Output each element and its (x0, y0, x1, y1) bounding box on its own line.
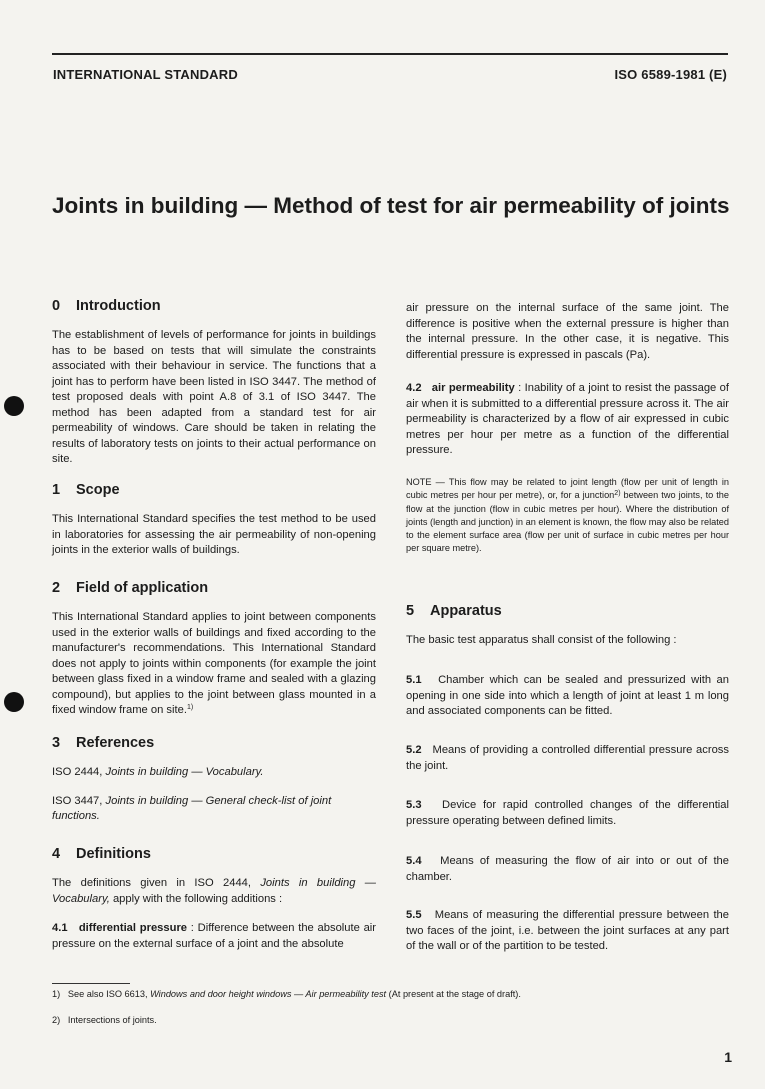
definitions-intro-text: The definitions given in ISO 2444, (52, 877, 261, 889)
section-field-of-application (52, 580, 376, 719)
definition-4-1-continued: air pressure on the internal surface of the same joint. The difference is positive when the external pressure is higher than the internal pressure. In the other case, it is negative. This differential pressure is expressed in pascals (Pa). (406, 302, 729, 361)
note-text-tail: between two joints, to the flow at the junction (flow in cubic metres per hour). Where the distribution of joints (length and junction) in an element is known, the flow may also be related to the element surface area (flow per unit of surface in cubic metres per hour per square metre). (406, 490, 729, 554)
footnote-ref-2: 2) (614, 490, 621, 498)
definition-note (406, 476, 729, 556)
definition-4-1 (52, 921, 376, 952)
header-standard-number: ISO 6589-1981 (E) (614, 67, 727, 82)
section-number: 5 (406, 603, 415, 619)
section-introduction (52, 298, 376, 468)
section-references (52, 735, 376, 825)
apparatus-item-5-2 (406, 743, 729, 774)
apparatus-text: Means of measuring the differential pressure between the two faces of the joint, i.e. between the joint surfaces at any part of the wall or of the partition to be tested. (406, 909, 729, 952)
defined-term: differential pressure (78, 922, 188, 934)
apparatus-item-5-3 (406, 798, 729, 829)
section-number: 1 (52, 482, 61, 498)
section-heading (52, 580, 376, 596)
section-title: Introduction (76, 298, 161, 314)
clause-number: 5.4 (406, 855, 422, 867)
apparatus-text: Means of providing a controlled differential pressure across the joint. (406, 744, 729, 772)
footnote-1 (52, 989, 521, 999)
footnote-number: 2) (52, 1015, 61, 1025)
header-standard-type: INTERNATIONAL STANDARD (53, 67, 238, 82)
section-heading (52, 846, 376, 862)
apparatus-item-5-1 (406, 673, 729, 720)
reference-iso-3447 (52, 794, 376, 825)
section-heading (52, 482, 376, 498)
apparatus-text: Means of measuring the flow of air into or out of the chamber. (406, 855, 730, 883)
section-title: Apparatus (430, 603, 502, 619)
footnote-text: See also ISO 6613, (67, 989, 151, 999)
field-text: This International Standard applies to joint between components used in the exterior walls of buildings and fixed according to the manufacturer's recommendations. This International Standard does not apply to joints within components (for example the joint between glass fixed in a window frame and sealed with a glazing compound), but applies to the joint between glass mounted in a fixed window frame on site. (52, 611, 376, 716)
footnote-title: Windows and door height windows — Air permeability test (150, 989, 387, 999)
footnote-ref-1: 1) (186, 704, 194, 711)
definitions-intro-tail: apply with the following additions : (109, 892, 283, 905)
reference-title: Joints in building — Vocabulary. (105, 766, 264, 778)
section-apparatus (406, 603, 729, 649)
section-scope (52, 482, 376, 559)
clause-number: 5.5 (406, 909, 422, 921)
definition-text: : Difference between the absolute air pressure on the external surface of a joint and the absolute (52, 922, 377, 950)
definition-text: : Inability of a joint to resist the passage of air when it is submitted to a differential pressure across it. The air permeability is characterized by a flow of air expressed in cubic metres per hour per metre as a function of the differential pressure. (406, 382, 730, 456)
apparatus-text: Chamber which can be sealed and pressurized with an opening in one side into which a length of joint at least 1 m long and associated components can be fitted. (406, 674, 729, 717)
apparatus-text: Device for rapid controlled changes of the differential pressure operating between defined limits. (406, 799, 729, 827)
apparatus-intro: The basic test apparatus shall consist of the following : (406, 634, 677, 646)
section-title: References (76, 735, 155, 751)
section-number: 0 (52, 298, 61, 314)
clause-number: 4.2 (406, 382, 422, 394)
clause-number: 4.1 (52, 922, 68, 934)
document-title: Joints in building — Method of test for air permeability of joints (52, 193, 730, 218)
reference-code: ISO 3447, (52, 794, 106, 807)
section-title: Definitions (76, 846, 151, 862)
punch-hole-top (4, 396, 24, 416)
section-title: Field of application (76, 580, 209, 596)
section-number: 3 (52, 735, 61, 751)
reference-iso-2444 (52, 765, 376, 781)
page-number: 1 (724, 1049, 732, 1065)
definitions-intro-title: Joints in building — Vocabulary, (52, 877, 376, 905)
section-title: Scope (76, 482, 120, 498)
defined-term: air permeability (431, 382, 515, 394)
apparatus-item-5-5 (406, 908, 729, 955)
clause-number: 5.1 (406, 674, 422, 686)
section-number: 2 (52, 580, 61, 596)
punch-hole-bottom (4, 692, 24, 712)
clause-number: 5.3 (406, 799, 422, 811)
clause-number: 5.2 (406, 744, 422, 756)
introduction-text: The establishment of levels of performance for joints in buildings has to be based on tests that will simulate the constraints associated with their behaviour in service. The functions that a joint has to perform have been listed in ISO 3447. The method of test proposed deals with point A.8 of 3.1 of ISO 3447. The method has been adapted from a standard test for air permeability of windows. Care should be taken in relating the results of laboratory tests on joints to their actual performance on site. (52, 329, 376, 465)
section-heading (52, 298, 376, 314)
footnote-rule (52, 983, 130, 984)
reference-title: Joints in building — General check-list of joint functions. (52, 794, 332, 822)
section-number: 4 (52, 846, 61, 862)
scope-text: This International Standard specifies the test method to be used in laboratories for assessing the air permeability of non-opening joints in the exterior walls of buildings. (52, 513, 376, 556)
footnote-text: Intersections of joints. (67, 1015, 157, 1025)
section-heading (52, 735, 376, 751)
definitions-intro (52, 876, 376, 907)
apparatus-item-5-4 (406, 854, 729, 885)
reference-code: ISO 2444, (52, 766, 106, 778)
field-of-application-text (52, 610, 376, 719)
header-rule (52, 53, 728, 55)
footnote-2 (52, 1015, 157, 1025)
section-definitions (52, 846, 376, 952)
note-text: NOTE — This flow may be related to joint length (flow per unit of length in cubic metres per hour per metre), or, for a junction (406, 477, 729, 501)
footnote-number: 1) (52, 989, 61, 999)
footnote-tail: (At present at the stage of draft). (386, 989, 521, 999)
section-heading (406, 603, 729, 619)
definition-4-2 (406, 381, 729, 459)
